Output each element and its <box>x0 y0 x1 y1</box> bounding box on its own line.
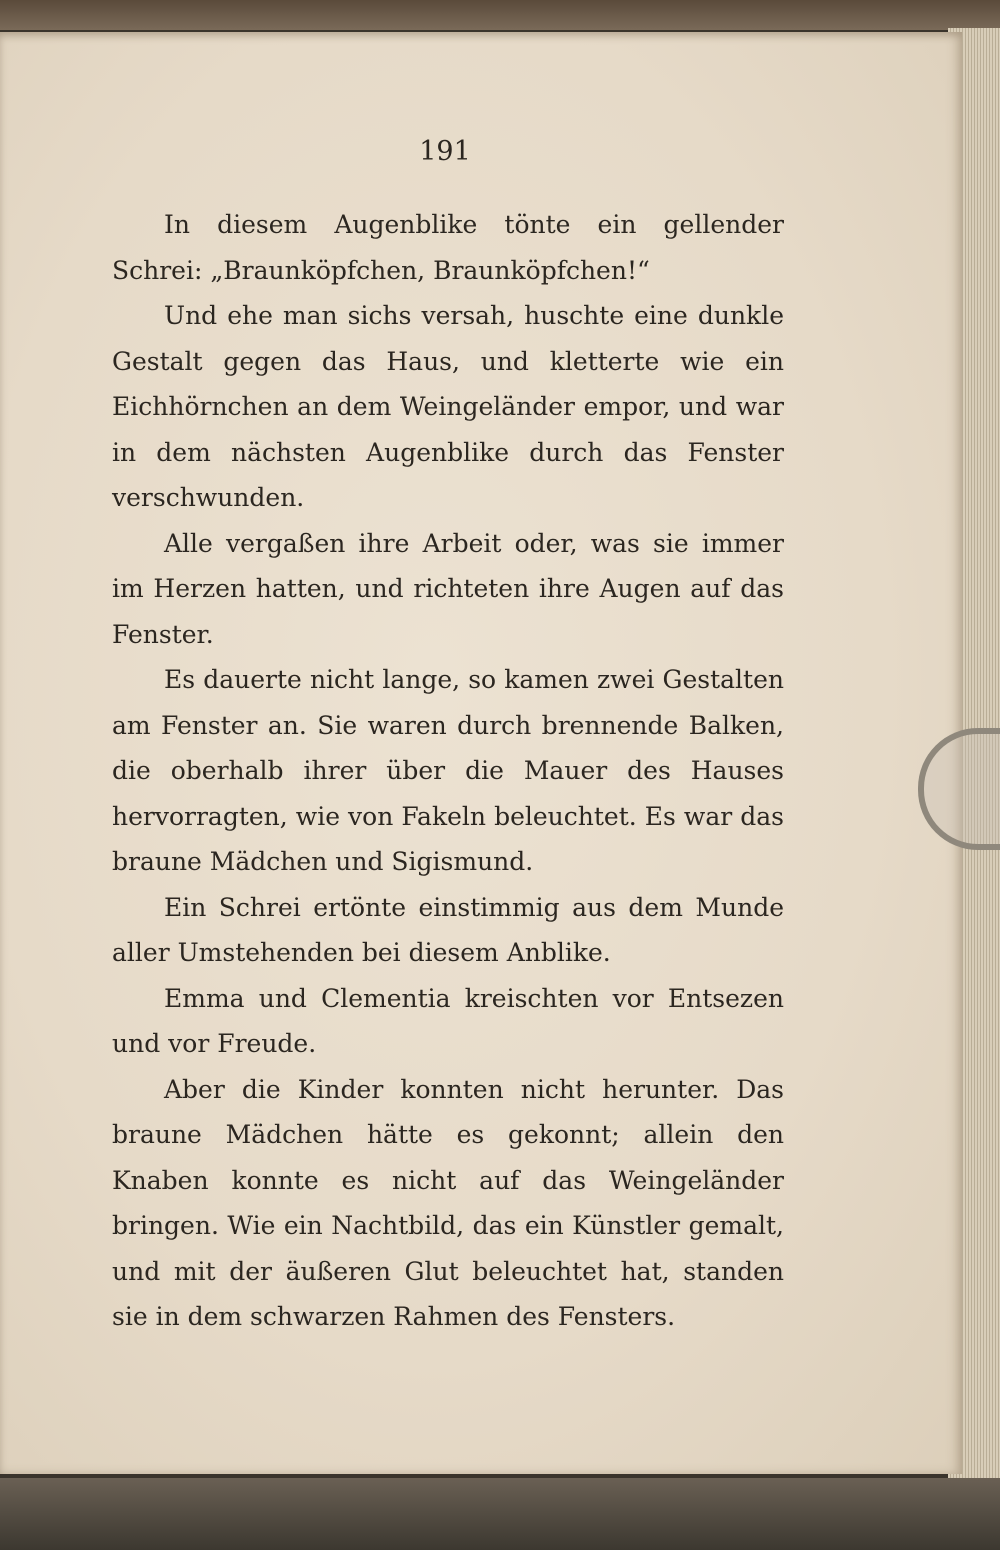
paragraph-7: Aber die Kinder konnten nicht herunter. Das braune Mädchen hätte es gekonnt; allein den Knaben konnte es nicht auf das Weingeländer bringen. Wie ein Nachtbild, das ein Künstler gemalt, und mit der äußeren Glut beleuchtet hat, standen sie in dem schwarzen Rahmen des Fensters. <box>112 1074 784 1331</box>
paragraph-4: Es dauerte nicht lange, so kamen zwei Gestalten am Fenster an. Sie waren durch brennende Balken, die oberhalb ihrer über die Mauer des Hauses hervorragten, wie von Fakeln beleuchtet. Es war das braune Mädchen und Sigismund. <box>112 665 784 876</box>
paragraph-6: Emma und Clementia kreischten vor Entsezen und vor Freude. <box>112 983 784 1058</box>
paragraph-5: Ein Schrei ertönte einstimmig aus dem Munde aller Umstehenden bei diesem Anblike. <box>112 892 784 967</box>
paragraph-3: Alle vergaßen ihre Arbeit oder, was sie immer im Herzen hatten, und richteten ihre Augen auf das Fenster. <box>112 528 784 649</box>
body-text <box>112 202 784 1340</box>
paragraph-1: In diesem Augenblike tönte ein gellender Schrei: „Braunköpfchen, Braunköpfchen!“ <box>112 210 784 285</box>
book-cover-top-edge <box>0 0 1000 30</box>
book-page <box>0 32 962 1474</box>
paragraph-2: Und ehe man sichs versah, huschte eine dunkle Gestalt gegen das Haus, und kletterte wie ein Eichhörnchen an dem Weingeländer empor, und war in dem nächsten Augenblike durch das Fenster verschwunden. <box>112 301 784 512</box>
page-number: 191 <box>419 136 471 167</box>
book-cover-bottom-edge <box>0 1478 1000 1550</box>
